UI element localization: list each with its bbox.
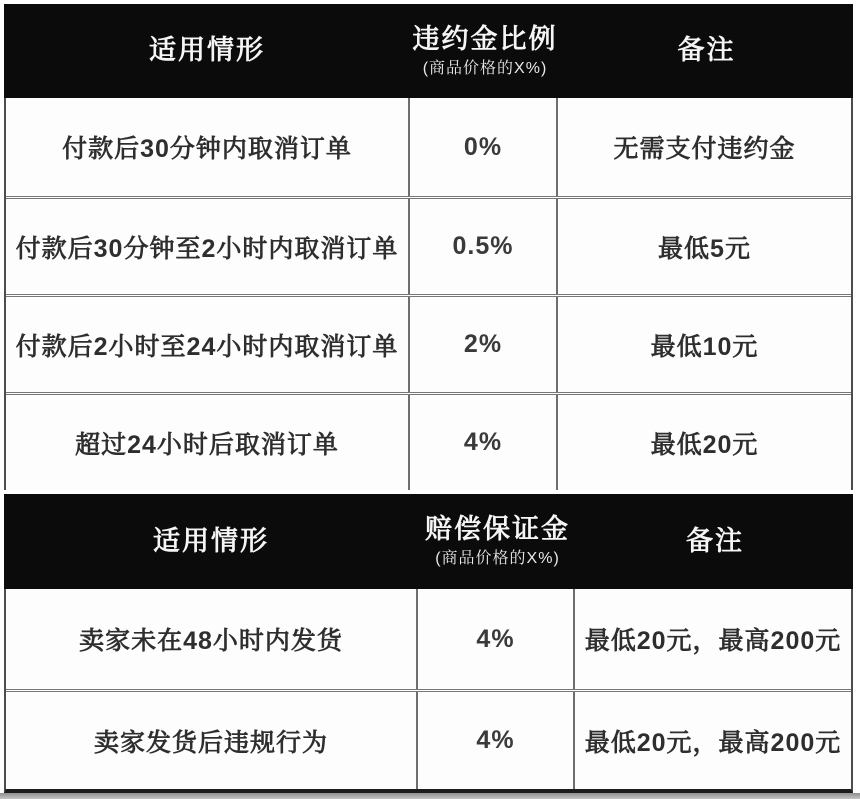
penalty-note-column-header — [560, 35, 853, 66]
table-row — [6, 689, 851, 789]
column-header-label: 适用情形 — [149, 35, 265, 66]
note-cell: 最低5元 — [658, 234, 751, 263]
column-header-label: 备注 — [677, 35, 736, 66]
column-header-label: 违约金比例 — [412, 23, 558, 54]
column-header-subtitle: (商品价格的X%) — [422, 59, 548, 77]
table-row — [6, 392, 851, 490]
rate-cell: 4% — [416, 589, 575, 689]
column-header-label: 备注 — [686, 525, 744, 556]
table-row — [6, 196, 851, 294]
note-cell: 最低20元 — [650, 430, 759, 459]
penalty-table-header-row — [4, 4, 853, 98]
note-cell: 最低20元，最高200元 — [584, 627, 842, 655]
compensation-note-column-header — [577, 526, 853, 557]
situation-cell: 付款后30分钟内取消订单 — [62, 135, 352, 163]
penalty-situation-column-header — [4, 35, 410, 66]
compensation-table-body — [4, 589, 853, 793]
penalty-rate-column-header — [410, 24, 560, 78]
column-header-label: 赔偿保证金 — [425, 514, 570, 545]
note-cell: 最低20元，最高200元 — [584, 728, 842, 757]
compensation-situation-column-header — [4, 526, 418, 557]
situation-cell: 付款后30分钟至2小时内取消订单 — [15, 234, 399, 263]
situation-cell: 卖家发货后违规行为 — [93, 728, 328, 757]
bottom-edge-shadow — [0, 793, 860, 799]
table-row — [6, 98, 851, 196]
penalty-table-body — [4, 98, 853, 490]
situation-cell: 超过24小时后取消订单 — [75, 430, 339, 459]
column-header-subtitle: (商品价格的X%) — [435, 550, 560, 568]
compensation-rate-column-header — [418, 514, 577, 568]
rate-cell: 2% — [408, 297, 558, 392]
rate-cell: 4% — [408, 395, 558, 490]
compensation-table — [4, 494, 853, 793]
rate-cell: 0% — [408, 98, 558, 196]
situation-cell: 付款后2小时至24小时内取消订单 — [15, 332, 399, 361]
situation-cell: 卖家未在48小时内发货 — [79, 627, 343, 655]
table-row — [6, 294, 851, 392]
rate-cell: 4% — [416, 692, 575, 789]
note-cell: 最低10元 — [650, 332, 759, 361]
table-row — [6, 589, 851, 689]
note-cell: 无需支付违约金 — [613, 135, 796, 163]
rate-cell: 0.5% — [408, 199, 558, 294]
penalty-table — [4, 4, 853, 490]
column-header-label: 适用情形 — [153, 525, 269, 556]
compensation-table-header-row — [4, 494, 853, 589]
